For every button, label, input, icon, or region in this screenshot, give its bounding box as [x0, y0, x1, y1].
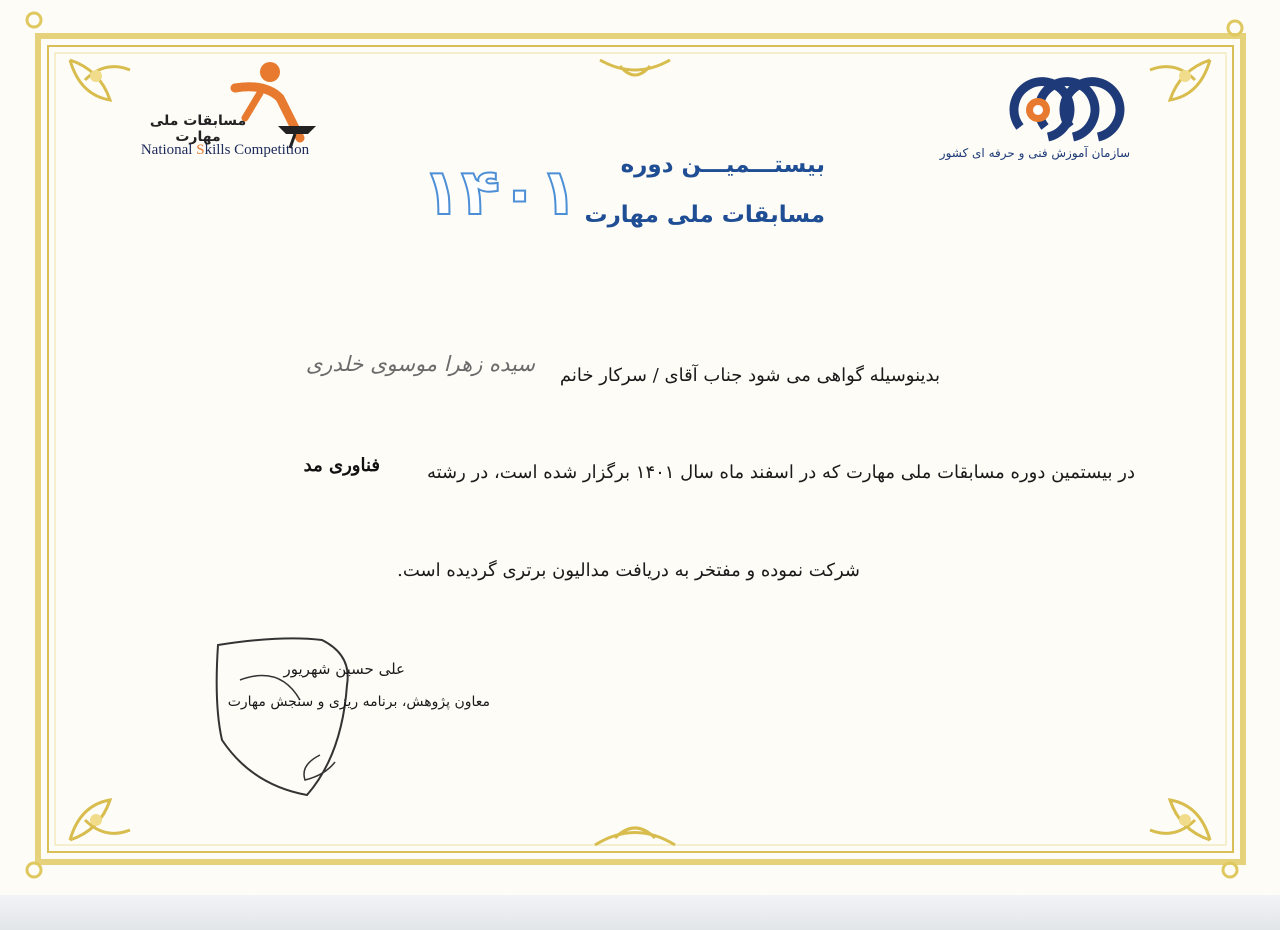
event-year	[421, 150, 579, 232]
skill-field: فناوری مد	[303, 455, 380, 476]
event-heading-line1: بیستـــمیـــن دوره	[620, 152, 825, 178]
national-skills-persian-label: مسابقات ملی مهارت	[149, 113, 247, 145]
signatory-title: معاون پژوهش، برنامه ریزی و سنجش مهارت	[227, 694, 490, 710]
national-skills-english-label: National Skills Competition	[140, 142, 310, 158]
tvto-logo-icon	[1000, 72, 1110, 144]
signatory-name: علی حسین شهریور	[283, 660, 405, 678]
event-heading-line2: مسابقات ملی مهارت	[584, 202, 825, 228]
recipient-name: سیده زهرا موسوی خلدری	[305, 352, 535, 376]
certificate-line-3: شرکت نموده و مفتخر به دریافت مدالیون برتری گردیده است.	[397, 560, 860, 581]
event-year-text: ۱۴۰۱	[421, 156, 579, 230]
tvto-persian-label: سازمان آموزش فنی و حرفه ای کشور	[939, 146, 1130, 160]
certificate-line-1: بدینوسیله گواهی می شود جناب آقای / سرکار خانم	[559, 365, 940, 386]
certificate-line-2: در بیستمین دوره مسابقات ملی مهارت که در اسفند ماه سال ۱۴۰۱ برگزار شده است، در رشته	[426, 462, 1135, 483]
scan-bottom-strip	[0, 895, 1280, 930]
